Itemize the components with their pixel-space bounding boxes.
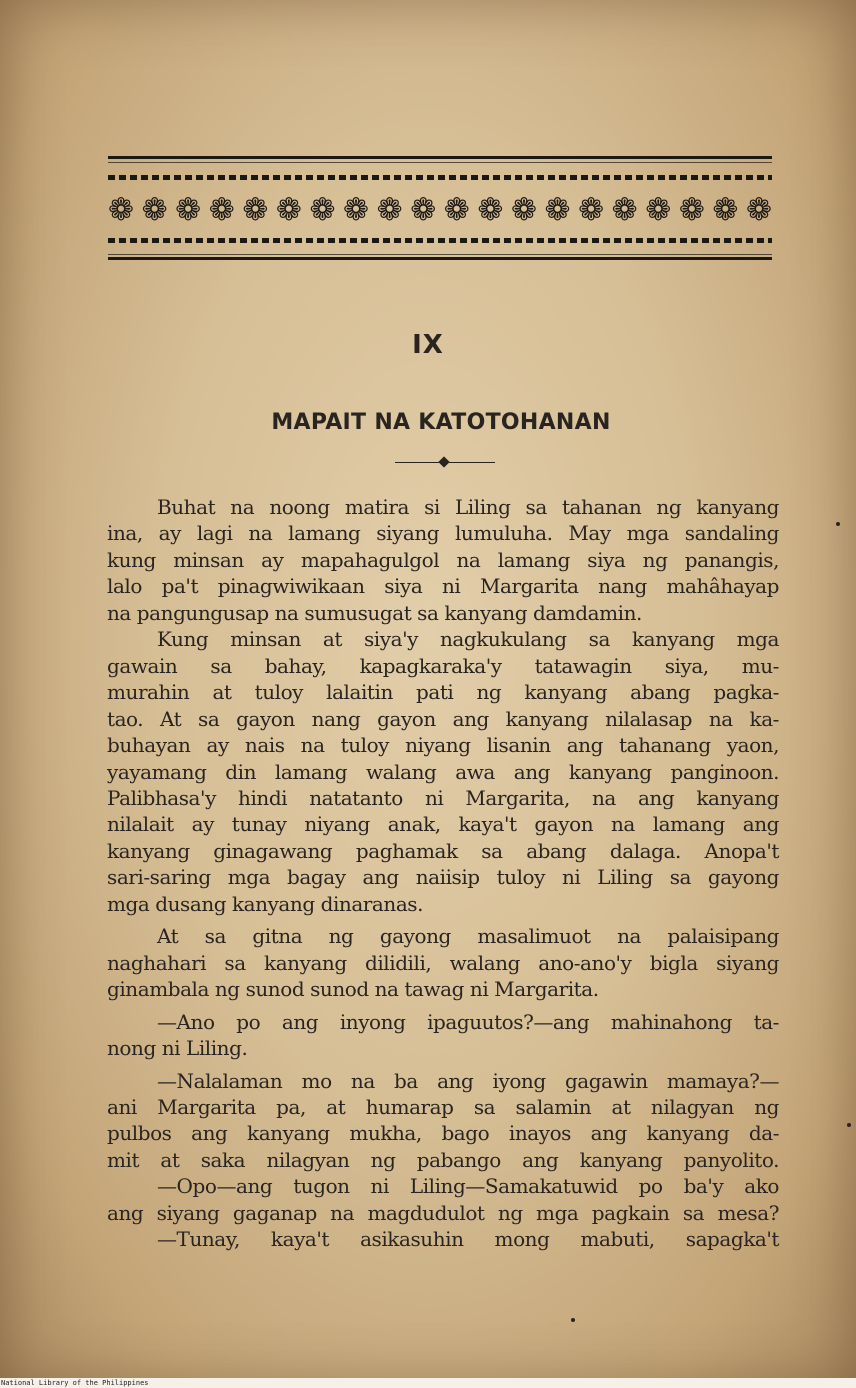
flower-icon: ❁ [376, 192, 403, 228]
flower-icon: ❁ [578, 192, 605, 228]
text-line: nong ni Liling. [107, 1036, 248, 1061]
text-line: tao. At sa gayon nang gayon ang kanyang nilalasap na ka- [107, 706, 779, 731]
text-line: gawain sa bahay, kapagkaraka'y tatawagin siya, mu- [107, 653, 779, 678]
flower-icon: ❁ [309, 192, 336, 228]
text-line: Kung minsan at siya'y nagkukulang sa kanyang mga [157, 627, 779, 652]
dotted-band-top [108, 175, 772, 180]
text-line: —Tunay, kaya't asikasuhin mong mabuti, sapagka't [157, 1227, 779, 1252]
text-line: lalo pa't pinagwiwikaan siya ni Margarita nang mahâhayap [107, 574, 779, 599]
border-rule-bottom-thick [108, 257, 772, 260]
flower-icon: ❁ [275, 192, 302, 228]
text-line: —Opo—ang tugon ni Liling—Samakatuwid po ba'y ako [157, 1174, 779, 1199]
library-credit: National Library of the Philippines [1, 1379, 149, 1387]
flower-icon: ❁ [678, 192, 705, 228]
text-line: ginambala ng sunod sunod na tawag ni Margarita. [107, 977, 599, 1002]
text-line: mga dusang kanyang dinaranas. [107, 891, 424, 916]
divider-line-left [395, 462, 441, 463]
title-divider [395, 455, 495, 471]
text-line: naghahari sa kanyang dilidili, walang ano-ano'y bigla siyang [107, 950, 779, 975]
flower-icon: ❁ [544, 192, 571, 228]
flower-icon: ❁ [242, 192, 269, 228]
border-rule-bottom-thin [108, 254, 772, 255]
text-line: ani Margarita pa, at humarap sa salamin at nilagyan ng [107, 1094, 779, 1119]
ink-speck [571, 1318, 575, 1322]
text-line: buhayan ay nais na tuloy niyang lisanin ang tahanang yaon, [107, 733, 779, 758]
text-line: murahin at tuloy lalaitin pati ng kanyang abang pagka- [107, 680, 779, 705]
text-line: —Ano po ang inyong ipaguutos?—ang mahinahong ta- [157, 1009, 779, 1034]
flower-icon: ❁ [108, 192, 134, 228]
flower-band [108, 190, 772, 230]
flower-icon: ❁ [477, 192, 504, 228]
flower-icon: ❁ [645, 192, 672, 228]
text-line: —Nalalaman mo na ba ang iyong gagawin mamaya?— [157, 1068, 779, 1093]
flower-icon: ❁ [611, 192, 638, 228]
flower-icon: ❁ [175, 192, 202, 228]
flower-icon: ❁ [443, 192, 470, 228]
chapter-number: IX [412, 330, 444, 360]
flower-icon: ❁ [343, 192, 370, 228]
chapter-body [107, 494, 779, 1253]
text-line: Palibhasa'y hindi natatanto ni Margarita, na ang kanyang [107, 785, 779, 810]
divider-line-right [449, 462, 495, 463]
flower-icon: ❁ [712, 192, 739, 228]
ink-speck [836, 522, 840, 526]
flower-icon: ❁ [208, 192, 235, 228]
flower-icon: ❁ [410, 192, 437, 228]
dotted-band-bottom [108, 238, 772, 243]
text-line: mit at saka nilagyan ng pabango ang kanyang panyolito. [107, 1147, 779, 1172]
text-line: Buhat na noong matira si Liling sa tahanan ng kanyang [157, 495, 779, 519]
text-line: ina, ay lagi na lamang siyang lumuluha. May mga sandaling [107, 521, 779, 546]
text-line: sari-saring mga bagay ang naiisip tuloy ni Liling sa gayong [107, 865, 779, 890]
flower-icon: ❁ [141, 192, 168, 228]
ink-speck [847, 1123, 851, 1127]
text-line: pulbos ang kanyang mukha, bago inayos ang kanyang da- [107, 1121, 779, 1146]
text-line: At sa gitna ng gayong masalimuot na palaisipang [157, 924, 779, 949]
text-line: kung minsan ay mapahagulgol na lamang siya ng panangis, [107, 547, 779, 572]
flower-icon: ❁ [510, 192, 537, 228]
flower-icon: ❁ [745, 192, 772, 228]
text-line: yayamang din lamang walang awa ang kanyang panginoon. [107, 759, 779, 784]
border-rule-top-thick [108, 156, 772, 159]
border-rule-top-thin [108, 162, 772, 163]
decorative-header-border [108, 156, 772, 264]
text-line: na pangungusap na sumusugat sa kanyang damdamin. [107, 600, 642, 625]
text-line: ang siyang gaganap na magdudulot ng mga pagkain sa mesa? [107, 1200, 779, 1225]
chapter-title: MAPAIT NA KATOTOHANAN [271, 410, 611, 435]
diamond-icon [438, 456, 449, 467]
text-line: nilalait ay tunay niyang anak, kaya't gayon na lamang ang [107, 812, 779, 837]
text-line: kanyang ginagawang paghamak sa abang dalaga. Anopa't [107, 838, 779, 863]
